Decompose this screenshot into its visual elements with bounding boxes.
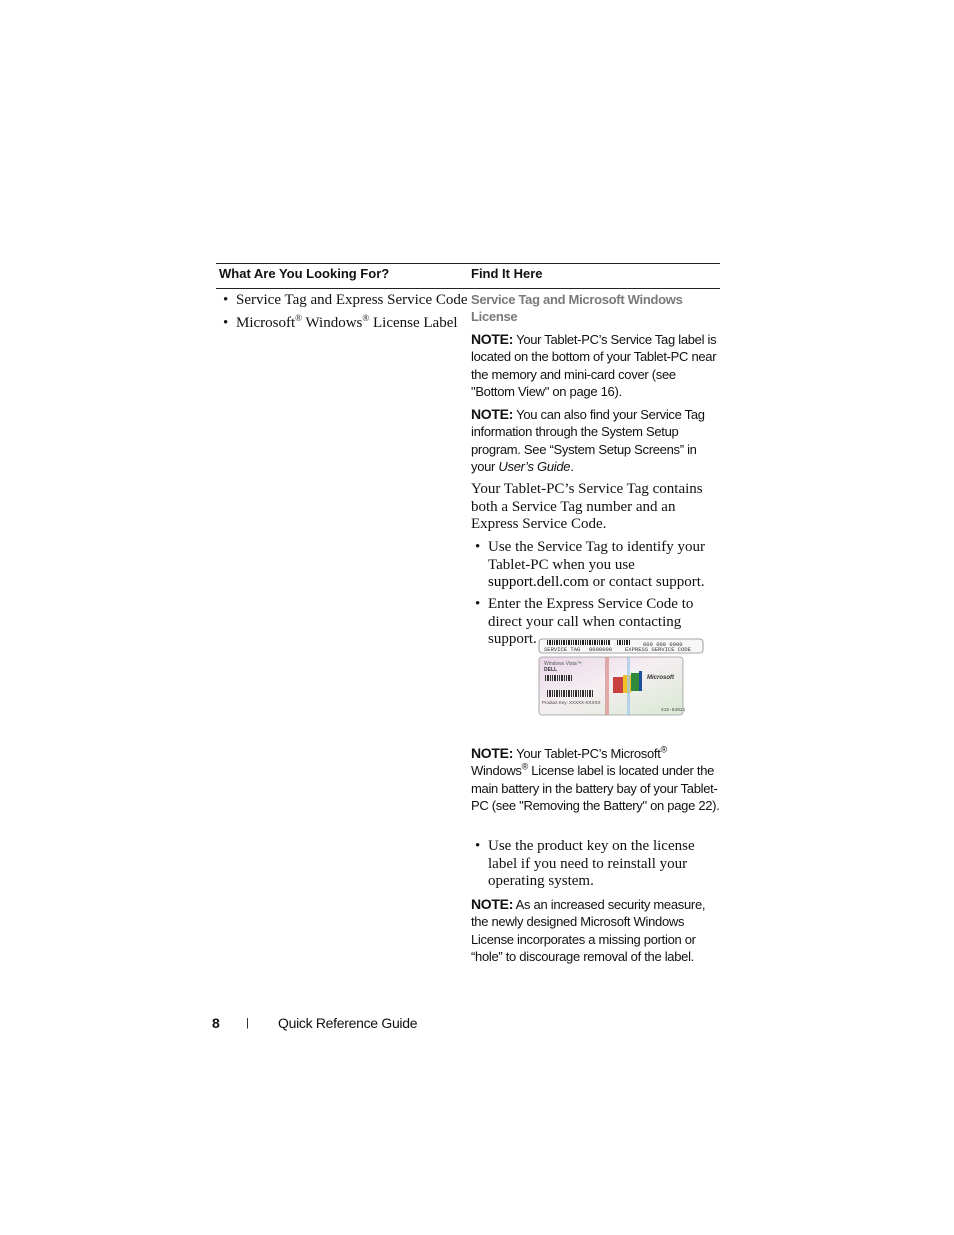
label-code-text: X15-84021 — [661, 708, 686, 713]
bullet-text: or contact support. — [588, 574, 705, 590]
bullet-icon: • — [475, 838, 481, 854]
section-title: Service Tag and Microsoft Windows License — [471, 292, 683, 324]
microsoft-logo-text: Microsoft — [647, 675, 674, 681]
note-text: You can also find your Service Tag information through the System Setup program. See “System Setup Screens” in your — [471, 407, 705, 474]
note-label: NOTE: — [471, 331, 514, 347]
left-item-microsoft: Microsoft — [236, 315, 296, 331]
registered-mark: ® — [660, 744, 667, 755]
table-header-rule — [216, 288, 720, 289]
col1-header: What Are You Looking For? — [219, 266, 390, 281]
registered-mark: ® — [295, 313, 303, 323]
bullet-icon: • — [475, 539, 481, 555]
product-key-text: Product Key: XXXXX-XXXXX — [542, 700, 601, 705]
bullet-text: Use the product key on the license label if you need to reinstall your operating system. — [488, 838, 695, 889]
note-text: License label is located under the main battery in the battery bay of your Tablet-PC (see "Removing the Battery" on page 22). — [471, 763, 720, 813]
service-tag-license-label-illustration — [537, 637, 707, 719]
table-top-rule — [216, 263, 720, 264]
windows-vista-text: Windows Vista™ — [544, 661, 582, 667]
left-list-item — [223, 291, 468, 309]
support-link[interactable]: support.dell.com — [488, 574, 589, 590]
bullet-icon: • — [223, 315, 229, 331]
left-list-item — [223, 313, 458, 332]
note-license-location — [471, 745, 721, 814]
express-code-number: 000 000 0000 — [643, 641, 683, 648]
note-system-setup — [471, 406, 721, 475]
bullet-icon: • — [223, 292, 229, 308]
note-text: As an increased security measure, the newly designed Microsoft Windows License incorporates a missing portion or “hole” to discourage removal of the label. — [471, 897, 706, 964]
footer-title: Quick Reference Guide — [278, 1015, 418, 1031]
bullet-text: Enter the Express Service Code to direct your call when contacting support. — [488, 596, 694, 647]
service-tag-paragraph: Your Tablet-PC’s Service Tag contains both a Service Tag number and an Express Service Code. — [471, 481, 703, 532]
service-tag-bullet — [475, 539, 720, 592]
page-number: 8 — [212, 1015, 220, 1031]
service-tag-number: 0000000 — [589, 646, 613, 653]
left-item-license: License Label — [373, 315, 458, 331]
bullet-icon: • — [475, 596, 481, 612]
note-text: Your Tablet-PC’s Microsoft — [516, 746, 661, 761]
footer-separator: | — [246, 1017, 249, 1029]
note-security-measure — [471, 896, 721, 965]
left-item-windows: Windows — [305, 315, 363, 331]
note-text: Your Tablet-PC’s Service Tag label is located on the bottom of your Tablet-PC near the memory and mini-card cover (see "Bottom View" on page 16). — [471, 332, 717, 399]
note-label: NOTE: — [471, 406, 514, 422]
note-text: Windows — [471, 763, 522, 779]
registered-mark: ® — [362, 313, 370, 323]
col2-header: Find It Here — [471, 266, 543, 281]
dell-text: DELL — [544, 667, 558, 673]
users-guide-ref: User’s Guide — [498, 458, 571, 474]
registered-mark: ® — [521, 761, 528, 772]
left-item-text: Service Tag and Express Service Code — [236, 292, 468, 308]
note-service-tag-location — [471, 331, 721, 400]
note-label: NOTE: — [471, 896, 514, 912]
note-text-end: . — [570, 458, 574, 474]
service-tag-caption: SERVICE TAG — [544, 646, 581, 653]
express-code-caption: EXPRESS SERVICE CODE — [625, 646, 692, 653]
product-key-bullet — [475, 838, 720, 891]
bullet-text: Use the Service Tag to identify your Tablet-PC when you use — [488, 539, 705, 573]
note-label: NOTE: — [471, 745, 514, 761]
